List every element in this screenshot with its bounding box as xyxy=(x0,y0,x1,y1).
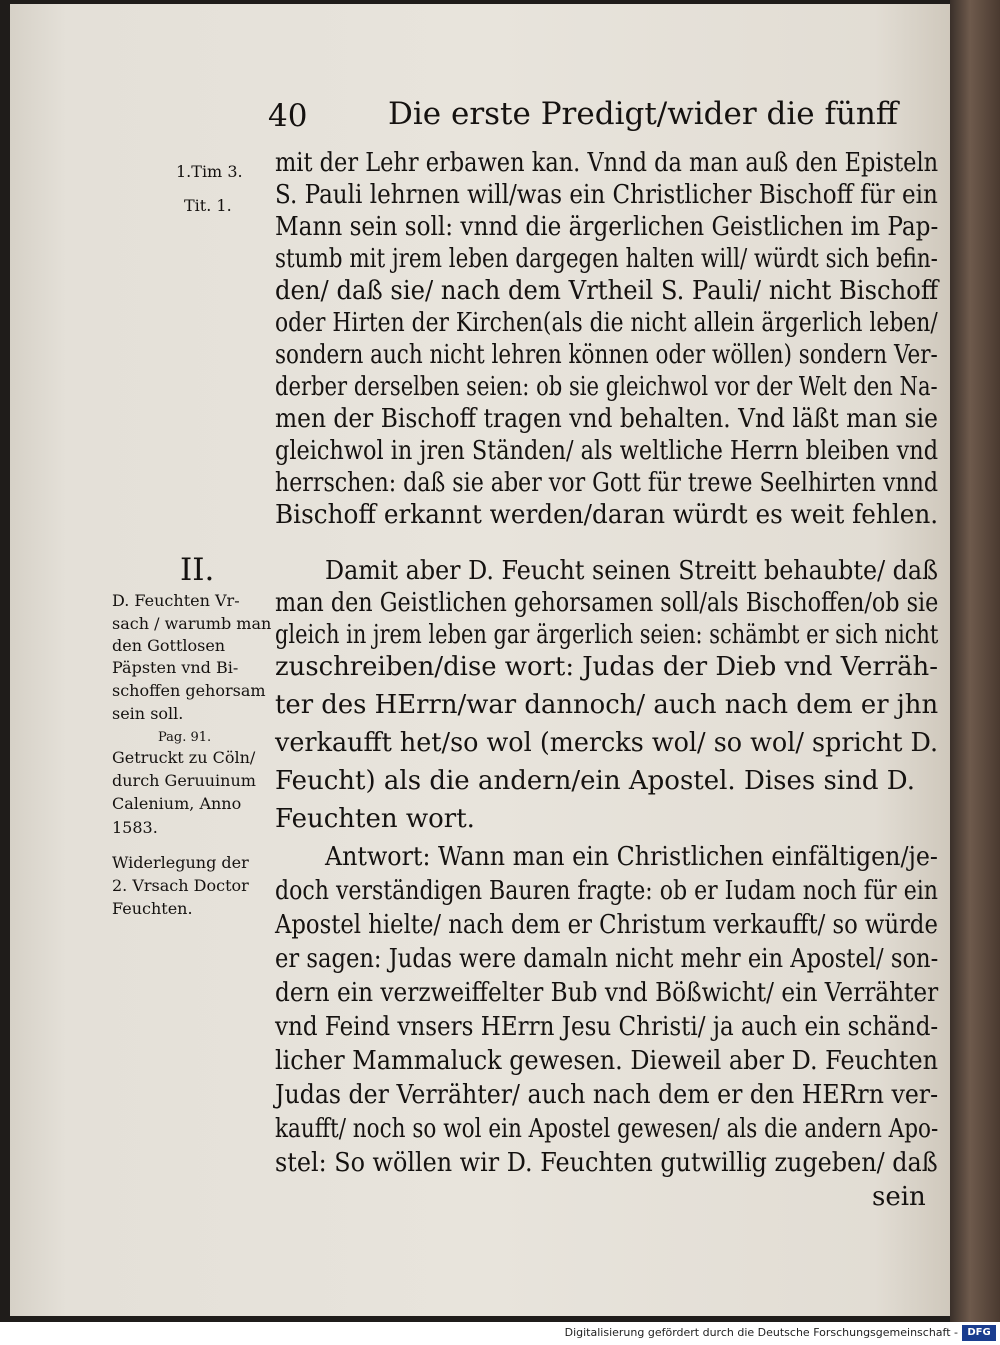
margin-note: Päpsten vnd Bi- xyxy=(112,658,239,677)
body-line: Bischoff erkannt werden/daran würdt es weit fehlen. xyxy=(275,500,939,530)
margin-note: sein soll. xyxy=(112,704,184,723)
footer-bar xyxy=(0,1322,1000,1345)
funding-note: Digitalisierung gefördert durch die Deutsche Forschungsgemeinschaft - xyxy=(564,1326,958,1339)
body-line: stumb mit jrem leben dargegen halten will/ würdt sich befin- xyxy=(275,244,938,274)
body-line: Judas der Verrähter/ auch nach dem er den HERrn ver- xyxy=(275,1080,939,1110)
margin-section-number: II. xyxy=(180,552,215,588)
dfg-logo: DFG xyxy=(962,1325,996,1341)
margin-note: Feuchten. xyxy=(112,899,193,918)
body-line: zuschreiben/dise wort: Judas der Dieb vnd Verräh- xyxy=(275,652,938,682)
margin-note: durch Geruuinum xyxy=(112,771,256,790)
body-line: vnd Feind vnsers HErrn Jesu Christi/ ja auch ein schänd- xyxy=(275,1012,939,1042)
page-number: 40 xyxy=(268,98,308,134)
body-line: dern ein verzweiffelter Bub vnd Bößwicht/ ein Verrähter xyxy=(275,978,939,1008)
body-line: oder Hirten der Kirchen(als die nicht allein ärgerlich leben/ xyxy=(275,308,938,338)
body-line: herrschen: daß sie aber vor Gott für trewe Seelhirten vnnd xyxy=(275,468,939,498)
body-line: Feucht) als die andern/ein Apostel. Dises sind D. xyxy=(275,766,915,796)
margin-note: 1.Tim 3. xyxy=(176,162,243,181)
margin-note: Calenium, Anno xyxy=(112,794,242,813)
body-line: licher Mammaluck gewesen. Dieweil aber D. Feuchten xyxy=(275,1046,939,1076)
margin-note: D. Feuchten Vr- xyxy=(112,591,240,610)
body-line: gleich in jrem leben gar ärgerlich seien: schämbt er sich nicht xyxy=(275,620,939,650)
body-line: er sagen: Judas were damaln nicht mehr ein Apostel/ son- xyxy=(275,944,939,974)
body-line: Mann sein soll: vnnd die ärgerlichen Geistlichen im Pap- xyxy=(275,212,939,242)
body-line: stel: So wöllen wir D. Feuchten gutwillig zugeben/ daß xyxy=(275,1148,938,1178)
catchword: sein xyxy=(872,1182,926,1212)
body-line: Damit aber D. Feucht seinen Streitt behaubte/ daß xyxy=(325,556,939,586)
body-line: man den Geistlichen gehorsamen soll/als Bischoffen/ob sie xyxy=(275,588,939,618)
margin-note: Getruckt zu Cöln/ xyxy=(112,748,256,767)
body-line: derber derselben seien: ob sie gleichwol vor der Welt den Na- xyxy=(275,372,938,402)
body-line: men der Bischoff tragen vnd behalten. Vnd läßt man sie xyxy=(275,404,938,434)
margin-note: sach / warumb man xyxy=(112,614,272,633)
margin-note: schoffen gehorsam xyxy=(112,681,266,700)
body-line: S. Pauli lehrnen will/was ein Christlicher Bischoff für ein xyxy=(275,180,938,210)
margin-note: Pag. 91. xyxy=(158,730,212,745)
body-line: gleichwol in jren Ständen/ als weltliche Herrn bleiben vnd xyxy=(275,436,939,466)
body-line: doch verständigen Bauren fragte: ob er Iudam noch für ein xyxy=(275,876,939,906)
running-title: Die erste Predigt/wider die fünff xyxy=(388,96,898,132)
body-line: ter des HErrn/war dannoch/ auch nach dem er jhn xyxy=(275,690,939,720)
book-spine xyxy=(950,0,1000,1322)
body-line: sondern auch nicht lehren können oder wöllen) sondern Ver- xyxy=(275,340,938,370)
margin-note: Widerlegung der xyxy=(112,853,249,872)
body-line: Antwort: Wann man ein Christlichen einfältigen/je- xyxy=(325,842,938,872)
body-line: kaufft/ noch so wol ein Apostel gewesen/ als die andern Apo- xyxy=(275,1114,939,1144)
body-line: verkaufft het/so wol (mercks wol/ so wol/ spricht D. xyxy=(275,728,939,758)
body-line: den/ daß sie/ nach dem Vrtheil S. Pauli/ nicht Bischoff xyxy=(275,276,939,306)
body-line: mit der Lehr erbawen kan. Vnnd da man auß den Episteln xyxy=(275,148,939,178)
margin-note: Tit. 1. xyxy=(184,196,232,215)
body-line: Apostel hielte/ nach dem er Christum verkaufft/ so würde xyxy=(275,910,938,940)
margin-note: 2. Vrsach Doctor xyxy=(112,876,249,895)
body-line: Feuchten wort. xyxy=(275,804,475,834)
margin-note: den Gottlosen xyxy=(112,636,226,655)
margin-note: 1583. xyxy=(112,818,158,837)
